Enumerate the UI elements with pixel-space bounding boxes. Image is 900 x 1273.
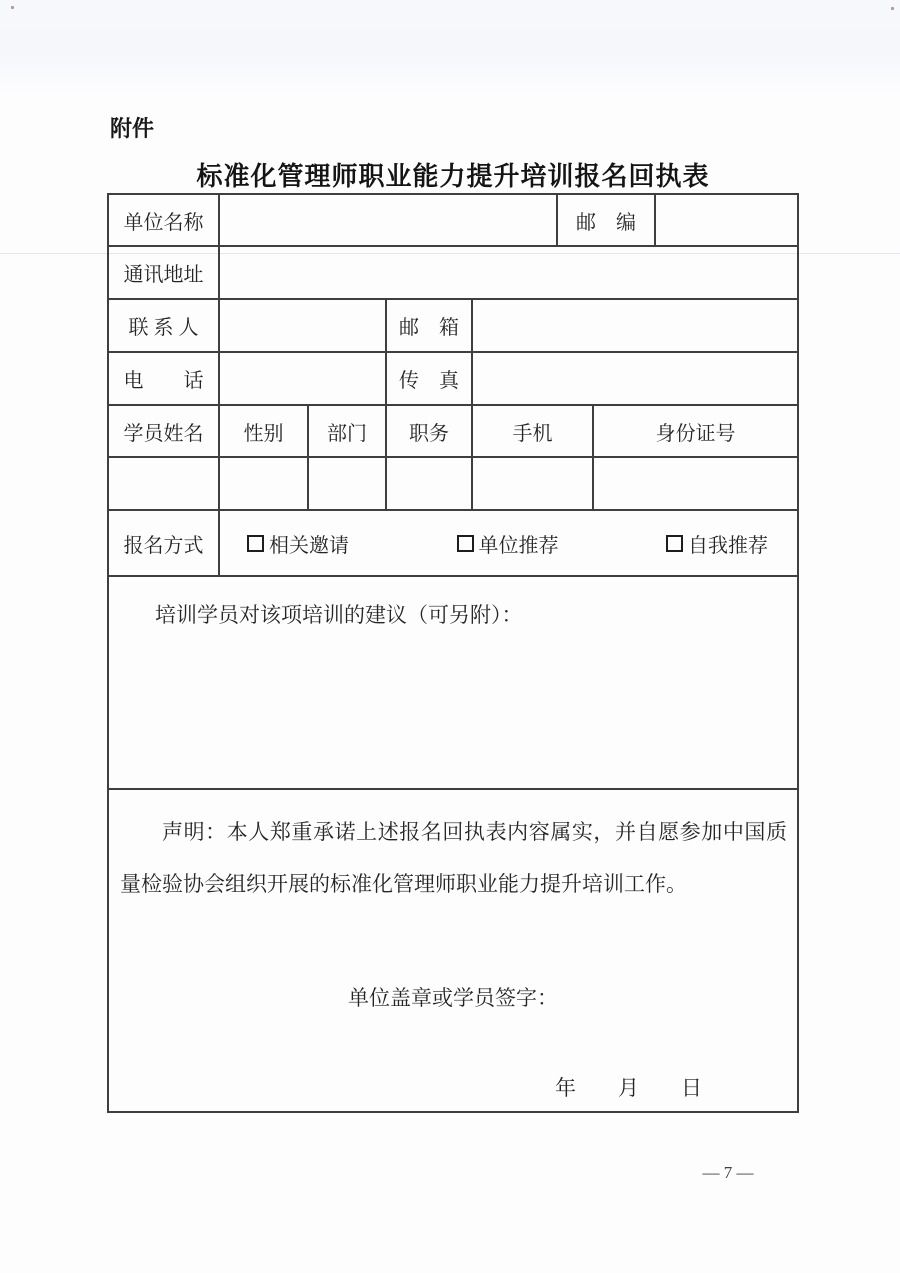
registration-options-cell — [220, 511, 797, 575]
email-value-cell — [473, 300, 797, 351]
email-label: 邮 箱 — [387, 300, 473, 351]
id-number-cell — [594, 458, 797, 509]
contact-value-cell — [220, 300, 387, 351]
option-self-recommend-label: 自我推荐 — [688, 534, 768, 557]
registration-form-table — [107, 193, 799, 1113]
date-line: 年 月 日 — [555, 1076, 702, 1100]
scan-noise-artifact — [0, 0, 900, 95]
position-cell — [387, 458, 473, 509]
gender-cell — [220, 458, 309, 509]
checkbox-icon — [247, 535, 264, 552]
mobile-header: 手机 — [473, 406, 594, 456]
table-row-address — [109, 247, 797, 300]
id-number-header: 身份证号 — [655, 422, 736, 445]
suggestion-area — [109, 577, 797, 788]
table-row-unit-name — [109, 195, 797, 247]
table-row-suggestion — [109, 577, 797, 790]
student-name-header: 学员姓名 — [109, 406, 220, 456]
postal-code-label: 邮 编 — [558, 195, 656, 245]
registration-method-label: 报名方式 — [109, 511, 220, 575]
page-title: 标准化管理师职业能力提升培训报名回执表 — [196, 161, 710, 191]
unit-name-label: 单位名称 — [109, 195, 220, 245]
declaration-text: 声明：本人郑重承诺上述报名回执表内容属实，并自愿参加中国质量检验协会组织开展的标准化管理师职业能力提升培训工作。 — [120, 820, 787, 896]
address-value-cell — [220, 247, 797, 298]
attachment-label: 附件 — [110, 116, 155, 141]
checkbox-icon — [666, 535, 683, 552]
scan-speck — [11, 6, 14, 9]
signature-label: 单位盖章或学员签字： — [348, 986, 558, 1010]
declaration-area — [109, 790, 797, 1111]
gender-header: 性别 — [220, 406, 309, 456]
scan-speck — [891, 7, 894, 10]
option-self-recommend — [666, 529, 768, 558]
option-invited — [247, 529, 349, 558]
table-row-student-blank — [109, 458, 797, 511]
option-unit-recommend — [457, 529, 559, 558]
table-row-registration-method — [109, 511, 797, 577]
postal-code-value-cell — [656, 195, 797, 245]
suggestion-label: 培训学员对该项培训的建议（可另附）： — [155, 603, 523, 627]
checkbox-icon — [457, 535, 474, 552]
student-name-cell — [109, 458, 220, 509]
table-row-declaration — [109, 790, 797, 1111]
page-number: — 7 — — [702, 1163, 754, 1182]
address-label: 通讯地址 — [109, 247, 220, 298]
phone-value-cell — [220, 353, 387, 404]
mobile-cell — [473, 458, 594, 509]
position-header: 职务 — [387, 406, 473, 456]
phone-label: 电 话 — [109, 353, 220, 404]
department-header: 部门 — [309, 406, 387, 456]
table-row-contact — [109, 300, 797, 353]
fax-value-cell — [473, 353, 797, 404]
option-invited-label: 相关邀请 — [269, 534, 349, 557]
fax-label: 传 真 — [387, 353, 473, 404]
department-cell — [309, 458, 387, 509]
option-unit-recommend-label: 单位推荐 — [478, 534, 559, 557]
unit-name-value-cell — [220, 195, 558, 245]
table-row-student-header — [109, 406, 797, 458]
table-row-phone — [109, 353, 797, 406]
contact-label: 联 系 人 — [109, 300, 220, 351]
